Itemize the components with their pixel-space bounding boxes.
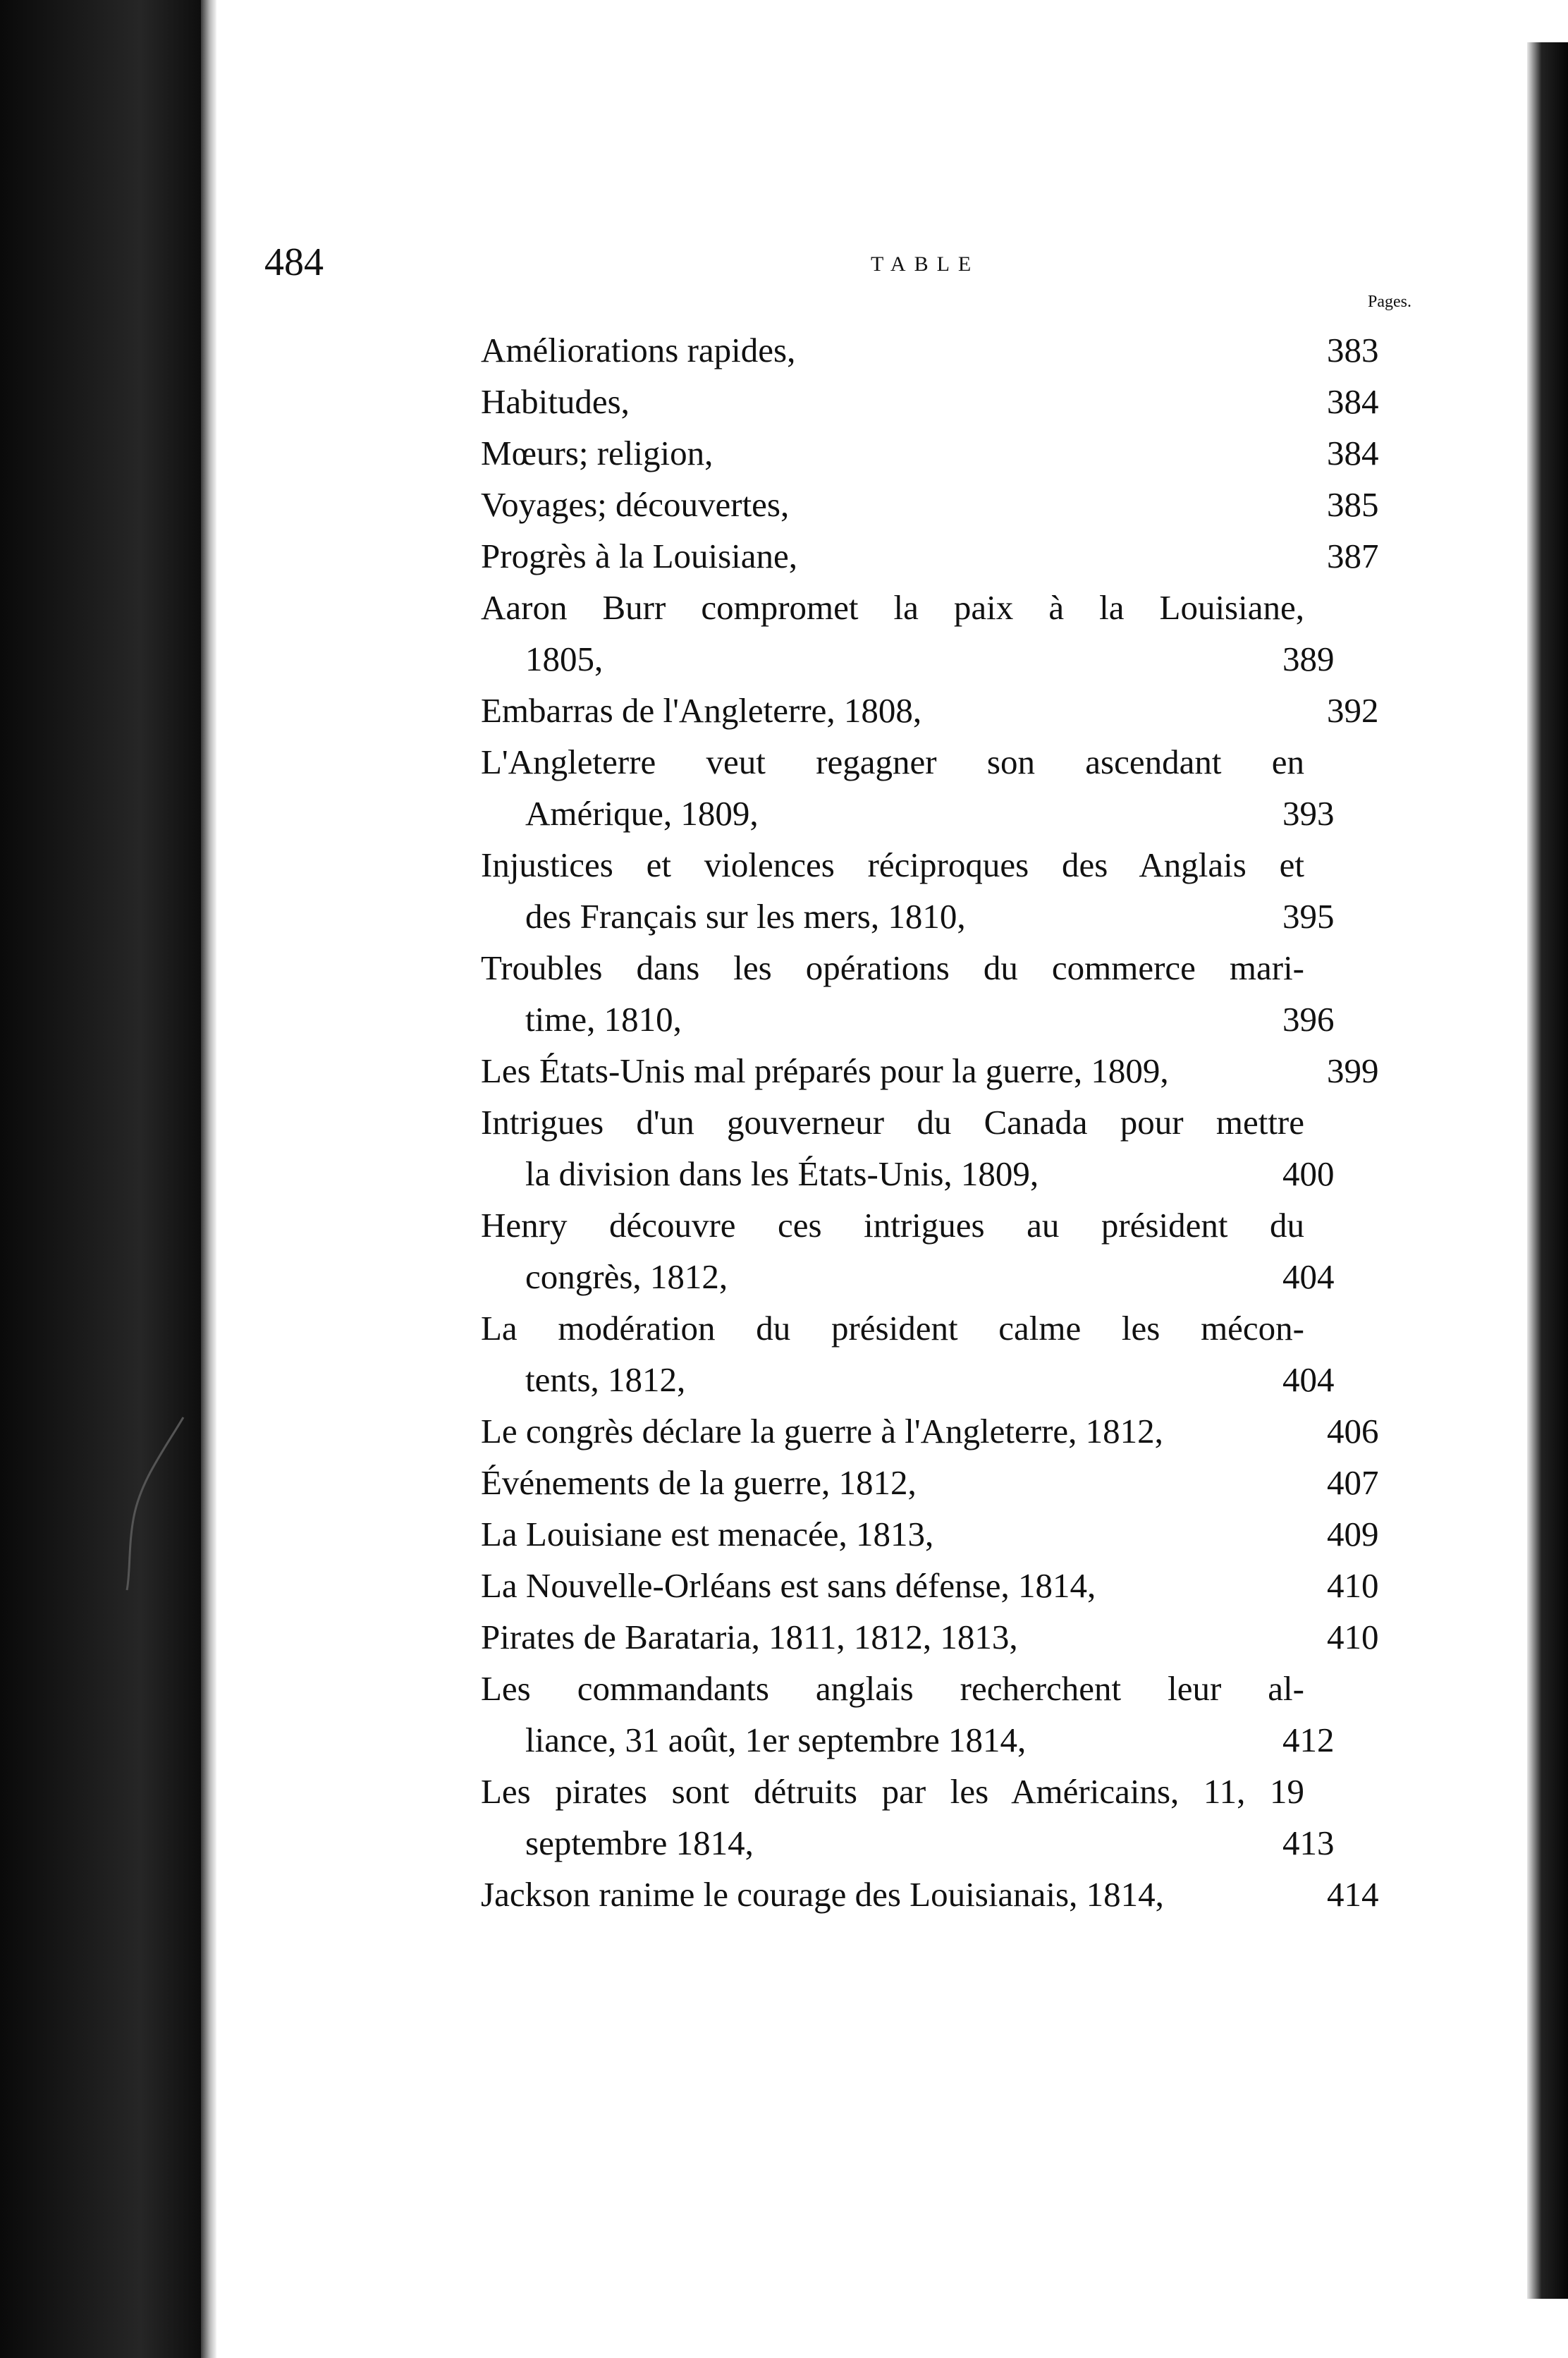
- toc-entry-line: [481, 1148, 1426, 1199]
- toc-entry-title: Événements de la guerre, 1812,: [481, 1463, 917, 1502]
- toc-entry-title: Embarras de l'Angleterre, 1808,: [481, 691, 922, 730]
- toc-entry: [481, 530, 1426, 582]
- toc-entry-title: liance, 31 août, 1er septembre 1814,: [525, 1721, 1027, 1759]
- toc-entry-title: time, 1810,: [525, 1000, 682, 1039]
- toc-entry-line: [481, 736, 1426, 788]
- toc-entry: [481, 1457, 1426, 1508]
- toc-entry-page-number: 393: [1282, 794, 1335, 833]
- toc-entry-title: Progrès à la Louisiane,: [481, 537, 798, 575]
- toc-entry-page-number: 404: [1282, 1257, 1335, 1296]
- running-title: TABLE: [871, 252, 980, 276]
- toc-entry: [481, 1199, 1426, 1302]
- toc-entry-line: [481, 1302, 1426, 1354]
- toc-entry: [481, 1663, 1426, 1766]
- toc-entry-title: 1805,: [525, 640, 604, 678]
- book-binding: [0, 0, 201, 2358]
- toc-entry-line: [481, 1457, 1426, 1508]
- toc-entry-page-number: 389: [1282, 640, 1335, 678]
- toc-entry-title: Henry découvre ces intrigues au président du: [481, 1206, 1304, 1245]
- page-number: 484: [264, 240, 324, 284]
- toc-entry-line: [481, 479, 1426, 530]
- toc-entry-title: Pirates de Barataria, 1811, 1812, 1813,: [481, 1618, 1018, 1656]
- toc-entry-line: [481, 1405, 1426, 1457]
- toc-entry-page-number: 395: [1282, 897, 1335, 936]
- toc-entry-page-number: 383: [1327, 331, 1379, 369]
- toc-entry-page-number: 400: [1282, 1154, 1335, 1193]
- toc-entry-line: [481, 942, 1426, 994]
- toc-entry: [481, 1302, 1426, 1405]
- toc-entry-line: [481, 1663, 1426, 1714]
- toc-entry-page-number: 404: [1282, 1360, 1335, 1399]
- toc-entry-line: [481, 582, 1426, 633]
- toc-entry: [481, 685, 1426, 736]
- toc-entry-page-number: 406: [1327, 1412, 1379, 1450]
- toc-entry-line: [481, 1817, 1426, 1869]
- toc-entry-page-number: 396: [1282, 1000, 1335, 1039]
- toc-entry: [481, 324, 1426, 376]
- toc-entry-title: Jackson ranime le courage des Louisianais, 1814,: [481, 1875, 1164, 1914]
- toc-entry-line: [481, 530, 1426, 582]
- toc-entry-line: [481, 1354, 1426, 1405]
- scan-artifact-curve: [113, 1410, 197, 1594]
- toc-entry: [481, 1766, 1426, 1869]
- toc-entry: [481, 1560, 1426, 1611]
- toc-entry-line: [481, 839, 1426, 891]
- toc-entry-page-number: 414: [1327, 1875, 1379, 1914]
- toc-entry: [481, 1045, 1426, 1096]
- toc-entry-page-number: 384: [1327, 382, 1379, 421]
- toc-entry-title: la division dans les États-Unis, 1809,: [525, 1154, 1039, 1193]
- toc-entry-title: Voyages; découvertes,: [481, 485, 790, 524]
- toc-entry-line: [481, 427, 1426, 479]
- toc-entry-line: [481, 1714, 1426, 1766]
- toc-entry-page-number: 410: [1327, 1566, 1379, 1605]
- toc-entry-title: La Louisiane est menacée, 1813,: [481, 1515, 934, 1553]
- toc-entry-line: [481, 1096, 1426, 1148]
- toc-entry-title: tents, 1812,: [525, 1360, 686, 1399]
- toc-entry-title: La modération du président calme les mécon-: [481, 1309, 1304, 1348]
- toc-entry-line: [481, 1251, 1426, 1302]
- toc-entry-title: Troubles dans les opérations du commerce mari-: [481, 948, 1304, 987]
- toc-entry-title: Les pirates sont détruits par les Américains, 11, 19: [481, 1772, 1304, 1811]
- toc-entry-line: [481, 1869, 1426, 1920]
- toc-entry-title: Aaron Burr compromet la paix à la Louisiane,: [481, 588, 1304, 627]
- toc-entry: [481, 582, 1426, 685]
- toc-entry-title: L'Angleterre veut regagner son ascendant en: [481, 743, 1304, 781]
- toc-entry-line: [481, 788, 1426, 839]
- toc-entry-line: [481, 994, 1426, 1045]
- toc-entry: [481, 427, 1426, 479]
- toc-entry-title: Mœurs; religion,: [481, 434, 713, 472]
- toc-entry: [481, 376, 1426, 427]
- pages-column-label: Pages.: [1368, 293, 1411, 311]
- toc-entry-page-number: 384: [1327, 434, 1379, 472]
- toc-entry: [481, 1611, 1426, 1663]
- toc-entry-page-number: 387: [1327, 537, 1379, 575]
- toc-entry-page-number: 410: [1327, 1618, 1379, 1656]
- toc-entry-page-number: 385: [1327, 485, 1379, 524]
- toc-entry-line: [481, 1199, 1426, 1251]
- toc-entry: [481, 839, 1426, 942]
- toc-entry-title: des Français sur les mers, 1810,: [525, 897, 966, 936]
- toc-entry-title: congrès, 1812,: [525, 1257, 728, 1296]
- toc-entry-line: [481, 376, 1426, 427]
- toc-entry-title: septembre 1814,: [525, 1824, 754, 1862]
- toc-entry-title: Le congrès déclare la guerre à l'Angleterre, 1812,: [481, 1412, 1163, 1450]
- toc-entry: [481, 1508, 1426, 1560]
- table-of-contents: [481, 324, 1426, 1920]
- toc-entry-title: Amérique, 1809,: [525, 794, 759, 833]
- toc-entry: [481, 1405, 1426, 1457]
- toc-entry-title: La Nouvelle-Orléans est sans défense, 1814,: [481, 1566, 1096, 1605]
- toc-entry-title: Injustices et violences réciproques des Anglais et: [481, 845, 1304, 884]
- toc-entry-page-number: 409: [1327, 1515, 1379, 1553]
- toc-entry-page-number: 392: [1327, 691, 1379, 730]
- toc-entry: [481, 942, 1426, 1045]
- toc-entry-line: [481, 891, 1426, 942]
- toc-entry-line: [481, 1508, 1426, 1560]
- page-header: [264, 240, 1411, 311]
- toc-entry-page-number: 412: [1282, 1721, 1335, 1759]
- toc-entry-title: Les commandants anglais recherchent leur al-: [481, 1669, 1304, 1708]
- toc-entry-line: [481, 1766, 1426, 1817]
- toc-entry-line: [481, 633, 1426, 685]
- toc-entry: [481, 1869, 1426, 1920]
- toc-entry-line: [481, 1611, 1426, 1663]
- toc-entry: [481, 479, 1426, 530]
- toc-entry-page-number: 399: [1327, 1051, 1379, 1090]
- toc-entry-line: [481, 1045, 1426, 1096]
- toc-entry-title: Améliorations rapides,: [481, 331, 796, 369]
- binding-edge: [201, 0, 216, 2358]
- toc-entry-line: [481, 324, 1426, 376]
- toc-entry-page-number: 413: [1282, 1824, 1335, 1862]
- toc-entry-page-number: 407: [1327, 1463, 1379, 1502]
- toc-entry: [481, 736, 1426, 839]
- toc-entry-title: Les États-Unis mal préparés pour la guerre, 1809,: [481, 1051, 1169, 1090]
- toc-entry-line: [481, 1560, 1426, 1611]
- next-page-edge: [1527, 42, 1568, 2299]
- toc-entry-title: Intrigues d'un gouverneur du Canada pour mettre: [481, 1103, 1304, 1142]
- toc-entry: [481, 1096, 1426, 1199]
- toc-entry-line: [481, 685, 1426, 736]
- toc-entry-title: Habitudes,: [481, 382, 630, 421]
